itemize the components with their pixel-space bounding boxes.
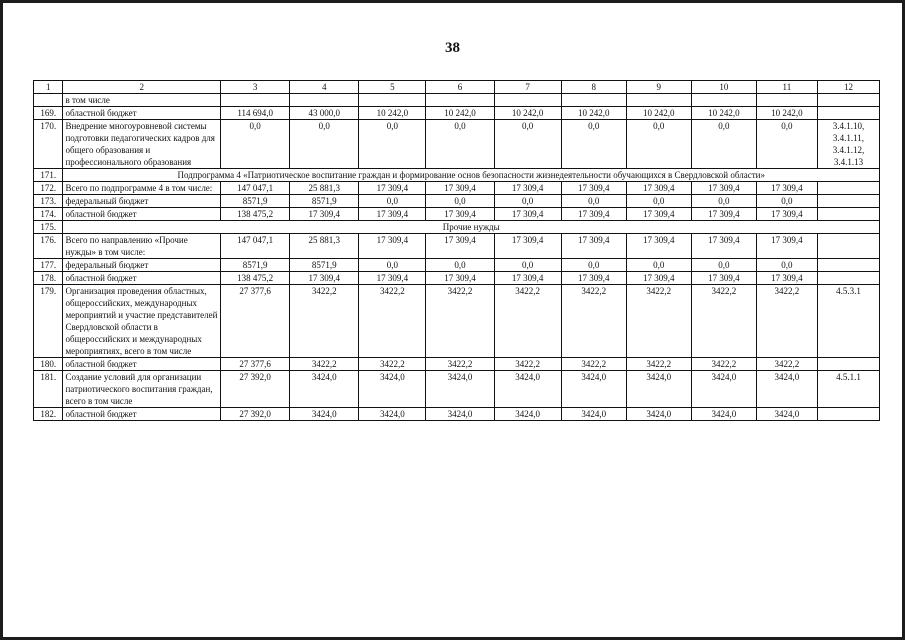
amount-cell: 0,0 bbox=[426, 259, 494, 272]
scan-border-left bbox=[0, 0, 3, 640]
amount-cell: 17 309,4 bbox=[626, 182, 691, 195]
amount-cell: 3424,0 bbox=[426, 371, 494, 408]
amount-cell: 17 309,4 bbox=[626, 234, 691, 259]
amount-cell: 138 475,2 bbox=[221, 272, 290, 285]
amount-cell: 17 309,4 bbox=[756, 234, 817, 259]
amount-cell bbox=[494, 94, 561, 107]
amount-cell: 27 377,6 bbox=[221, 285, 290, 358]
column-header: 4 bbox=[290, 81, 359, 94]
amount-cell: 10 242,0 bbox=[691, 107, 756, 120]
column-header: 6 bbox=[426, 81, 494, 94]
row-number-cell: 181. bbox=[34, 371, 63, 408]
row-number-cell: 173. bbox=[34, 195, 63, 208]
amount-cell bbox=[426, 94, 494, 107]
amount-cell: 3422,2 bbox=[756, 285, 817, 358]
amount-cell: 0,0 bbox=[691, 259, 756, 272]
amount-cell: 3422,2 bbox=[561, 285, 626, 358]
target-code-cell bbox=[817, 94, 879, 107]
amount-cell: 0,0 bbox=[626, 120, 691, 169]
amount-cell: 10 242,0 bbox=[561, 107, 626, 120]
amount-cell: 17 309,4 bbox=[426, 182, 494, 195]
amount-cell: 0,0 bbox=[494, 259, 561, 272]
amount-cell: 3424,0 bbox=[561, 408, 626, 421]
amount-cell: 3422,2 bbox=[691, 358, 756, 371]
row-number-cell: 170. bbox=[34, 120, 63, 169]
column-header: 9 bbox=[626, 81, 691, 94]
column-number-row bbox=[34, 81, 880, 94]
amount-cell: 3424,0 bbox=[359, 408, 426, 421]
target-code-cell bbox=[817, 408, 879, 421]
row-number-cell: 171. bbox=[34, 169, 63, 182]
amount-cell: 10 242,0 bbox=[626, 107, 691, 120]
amount-cell: 3422,2 bbox=[561, 358, 626, 371]
amount-cell: 138 475,2 bbox=[221, 208, 290, 221]
item-name-cell: в том числе bbox=[63, 94, 221, 107]
table-row bbox=[34, 234, 880, 259]
amount-cell: 147 047,1 bbox=[221, 182, 290, 195]
target-code-cell: 3.4.1.10, 3.4.1.11, 3.4.1.12, 3.4.1.13 bbox=[817, 120, 879, 169]
amount-cell: 25 881,3 bbox=[290, 234, 359, 259]
budget-table bbox=[33, 80, 880, 421]
amount-cell: 3422,2 bbox=[426, 358, 494, 371]
target-code-cell bbox=[817, 107, 879, 120]
amount-cell: 3424,0 bbox=[561, 371, 626, 408]
amount-cell: 10 242,0 bbox=[756, 107, 817, 120]
amount-cell: 0,0 bbox=[494, 120, 561, 169]
column-header: 1 bbox=[34, 81, 63, 94]
amount-cell: 3424,0 bbox=[626, 408, 691, 421]
amount-cell: 17 309,4 bbox=[359, 208, 426, 221]
table-row bbox=[34, 358, 880, 371]
amount-cell: 3424,0 bbox=[756, 371, 817, 408]
row-number-cell: 176. bbox=[34, 234, 63, 259]
item-name-cell: Организация проведения областных, общероссийских, международных мероприятий и участие представителей Свердловской области в общероссийских и международных мероприятиях, всего в том числе bbox=[63, 285, 221, 358]
amount-cell: 10 242,0 bbox=[494, 107, 561, 120]
column-header: 7 bbox=[494, 81, 561, 94]
item-name-cell: областной бюджет bbox=[63, 272, 221, 285]
amount-cell: 17 309,4 bbox=[561, 182, 626, 195]
amount-cell: 17 309,4 bbox=[426, 208, 494, 221]
column-header: 10 bbox=[691, 81, 756, 94]
amount-cell: 25 881,3 bbox=[290, 182, 359, 195]
amount-cell: 17 309,4 bbox=[756, 272, 817, 285]
amount-cell: 0,0 bbox=[426, 120, 494, 169]
row-number-cell: 179. bbox=[34, 285, 63, 358]
amount-cell: 3424,0 bbox=[290, 371, 359, 408]
amount-cell: 17 309,4 bbox=[494, 234, 561, 259]
amount-cell: 17 309,4 bbox=[691, 208, 756, 221]
amount-cell: 3422,2 bbox=[494, 358, 561, 371]
amount-cell: 8571,9 bbox=[290, 195, 359, 208]
page-number: 38 bbox=[445, 40, 460, 56]
column-header: 2 bbox=[63, 81, 221, 94]
amount-cell: 3424,0 bbox=[359, 371, 426, 408]
amount-cell: 3422,2 bbox=[691, 285, 756, 358]
amount-cell: 8571,9 bbox=[290, 259, 359, 272]
item-name-cell: областной бюджет bbox=[63, 408, 221, 421]
row-number-cell: 180. bbox=[34, 358, 63, 371]
amount-cell: 0,0 bbox=[561, 259, 626, 272]
amount-cell: 27 377,6 bbox=[221, 358, 290, 371]
column-header: 12 bbox=[817, 81, 879, 94]
amount-cell: 0,0 bbox=[691, 120, 756, 169]
amount-cell: 3422,2 bbox=[756, 358, 817, 371]
table-row bbox=[34, 195, 880, 208]
amount-cell: 3424,0 bbox=[290, 408, 359, 421]
column-header: 5 bbox=[359, 81, 426, 94]
amount-cell: 17 309,4 bbox=[426, 234, 494, 259]
amount-cell: 0,0 bbox=[359, 259, 426, 272]
amount-cell: 3422,2 bbox=[626, 358, 691, 371]
table-row bbox=[34, 94, 880, 107]
amount-cell: 17 309,4 bbox=[359, 272, 426, 285]
row-number-cell bbox=[34, 94, 63, 107]
table-row bbox=[34, 221, 880, 234]
amount-cell: 10 242,0 bbox=[359, 107, 426, 120]
amount-cell: 17 309,4 bbox=[290, 272, 359, 285]
amount-cell: 17 309,4 bbox=[691, 182, 756, 195]
amount-cell: 17 309,4 bbox=[426, 272, 494, 285]
amount-cell: 3424,0 bbox=[756, 408, 817, 421]
amount-cell: 3424,0 bbox=[626, 371, 691, 408]
amount-cell: 3422,2 bbox=[626, 285, 691, 358]
table-row bbox=[34, 120, 880, 169]
table-row bbox=[34, 272, 880, 285]
amount-cell: 17 309,4 bbox=[756, 182, 817, 195]
table-row bbox=[34, 371, 880, 408]
amount-cell: 17 309,4 bbox=[359, 234, 426, 259]
amount-cell: 17 309,4 bbox=[626, 208, 691, 221]
item-name-cell: областной бюджет bbox=[63, 107, 221, 120]
row-number-cell: 174. bbox=[34, 208, 63, 221]
amount-cell: 17 309,4 bbox=[561, 272, 626, 285]
amount-cell: 0,0 bbox=[221, 120, 290, 169]
amount-cell: 0,0 bbox=[494, 195, 561, 208]
amount-cell: 0,0 bbox=[290, 120, 359, 169]
amount-cell bbox=[561, 94, 626, 107]
row-number-cell: 178. bbox=[34, 272, 63, 285]
amount-cell: 17 309,4 bbox=[756, 208, 817, 221]
section-heading: Прочие нужды bbox=[63, 221, 880, 234]
amount-cell bbox=[221, 94, 290, 107]
amount-cell: 0,0 bbox=[426, 195, 494, 208]
amount-cell: 17 309,4 bbox=[290, 208, 359, 221]
column-header: 3 bbox=[221, 81, 290, 94]
amount-cell: 17 309,4 bbox=[494, 182, 561, 195]
amount-cell bbox=[691, 94, 756, 107]
table-row bbox=[34, 182, 880, 195]
amount-cell: 43 000,0 bbox=[290, 107, 359, 120]
target-code-cell bbox=[817, 234, 879, 259]
amount-cell: 147 047,1 bbox=[221, 234, 290, 259]
target-code-cell bbox=[817, 195, 879, 208]
item-name-cell: Внедрение многоуровневой системы подготовки педагогических кадров для общего образования и профессионального образования bbox=[63, 120, 221, 169]
amount-cell: 0,0 bbox=[561, 195, 626, 208]
amount-cell: 3424,0 bbox=[494, 371, 561, 408]
amount-cell: 17 309,4 bbox=[691, 234, 756, 259]
table-row bbox=[34, 208, 880, 221]
target-code-cell bbox=[817, 208, 879, 221]
row-number-cell: 182. bbox=[34, 408, 63, 421]
amount-cell: 17 309,4 bbox=[561, 208, 626, 221]
item-name-cell: Создание условий для организации патриотического воспитания граждан, всего в том числе bbox=[63, 371, 221, 408]
item-name-cell: федеральный бюджет bbox=[63, 195, 221, 208]
amount-cell: 27 392,0 bbox=[221, 408, 290, 421]
amount-cell: 0,0 bbox=[756, 195, 817, 208]
amount-cell: 0,0 bbox=[691, 195, 756, 208]
table-row bbox=[34, 107, 880, 120]
section-heading: Подпрограмма 4 «Патриотическое воспитание граждан и формирование основ безопасности жизнедеятельности обучающихся в Свердловской области» bbox=[63, 169, 880, 182]
amount-cell: 3422,2 bbox=[290, 285, 359, 358]
target-code-cell bbox=[817, 358, 879, 371]
column-header: 11 bbox=[756, 81, 817, 94]
amount-cell: 0,0 bbox=[626, 195, 691, 208]
item-name-cell: Всего по направлению «Прочие нужды» в том числе: bbox=[63, 234, 221, 259]
table-row bbox=[34, 285, 880, 358]
target-code-cell bbox=[817, 182, 879, 195]
amount-cell bbox=[756, 94, 817, 107]
amount-cell: 17 309,4 bbox=[359, 182, 426, 195]
amount-cell: 0,0 bbox=[359, 195, 426, 208]
amount-cell: 3424,0 bbox=[426, 408, 494, 421]
amount-cell: 0,0 bbox=[756, 120, 817, 169]
row-number-cell: 177. bbox=[34, 259, 63, 272]
amount-cell: 17 309,4 bbox=[494, 272, 561, 285]
amount-cell: 3422,2 bbox=[359, 285, 426, 358]
item-name-cell: Всего по подпрограмме 4 в том числе: bbox=[63, 182, 221, 195]
table-row bbox=[34, 259, 880, 272]
column-header: 8 bbox=[561, 81, 626, 94]
amount-cell: 3424,0 bbox=[691, 408, 756, 421]
amount-cell bbox=[626, 94, 691, 107]
amount-cell: 17 309,4 bbox=[626, 272, 691, 285]
amount-cell: 10 242,0 bbox=[426, 107, 494, 120]
amount-cell: 3422,2 bbox=[290, 358, 359, 371]
amount-cell: 3424,0 bbox=[494, 408, 561, 421]
amount-cell bbox=[359, 94, 426, 107]
item-name-cell: областной бюджет bbox=[63, 358, 221, 371]
amount-cell bbox=[290, 94, 359, 107]
amount-cell: 17 309,4 bbox=[561, 234, 626, 259]
amount-cell: 3422,2 bbox=[359, 358, 426, 371]
amount-cell: 0,0 bbox=[561, 120, 626, 169]
target-code-cell: 4.5.3.1 bbox=[817, 285, 879, 358]
amount-cell: 27 392,0 bbox=[221, 371, 290, 408]
amount-cell: 8571,9 bbox=[221, 259, 290, 272]
table-body bbox=[34, 94, 880, 421]
amount-cell: 0,0 bbox=[359, 120, 426, 169]
amount-cell: 0,0 bbox=[626, 259, 691, 272]
amount-cell: 17 309,4 bbox=[691, 272, 756, 285]
amount-cell: 0,0 bbox=[756, 259, 817, 272]
row-number-cell: 169. bbox=[34, 107, 63, 120]
scan-border-top bbox=[0, 0, 905, 3]
target-code-cell bbox=[817, 272, 879, 285]
item-name-cell: федеральный бюджет bbox=[63, 259, 221, 272]
amount-cell: 3422,2 bbox=[426, 285, 494, 358]
target-code-cell: 4.5.1.1 bbox=[817, 371, 879, 408]
target-code-cell bbox=[817, 259, 879, 272]
row-number-cell: 172. bbox=[34, 182, 63, 195]
amount-cell: 3424,0 bbox=[691, 371, 756, 408]
table-row bbox=[34, 169, 880, 182]
table-row bbox=[34, 408, 880, 421]
amount-cell: 8571,9 bbox=[221, 195, 290, 208]
row-number-cell: 175. bbox=[34, 221, 63, 234]
amount-cell: 3422,2 bbox=[494, 285, 561, 358]
item-name-cell: областной бюджет bbox=[63, 208, 221, 221]
amount-cell: 114 694,0 bbox=[221, 107, 290, 120]
amount-cell: 17 309,4 bbox=[494, 208, 561, 221]
